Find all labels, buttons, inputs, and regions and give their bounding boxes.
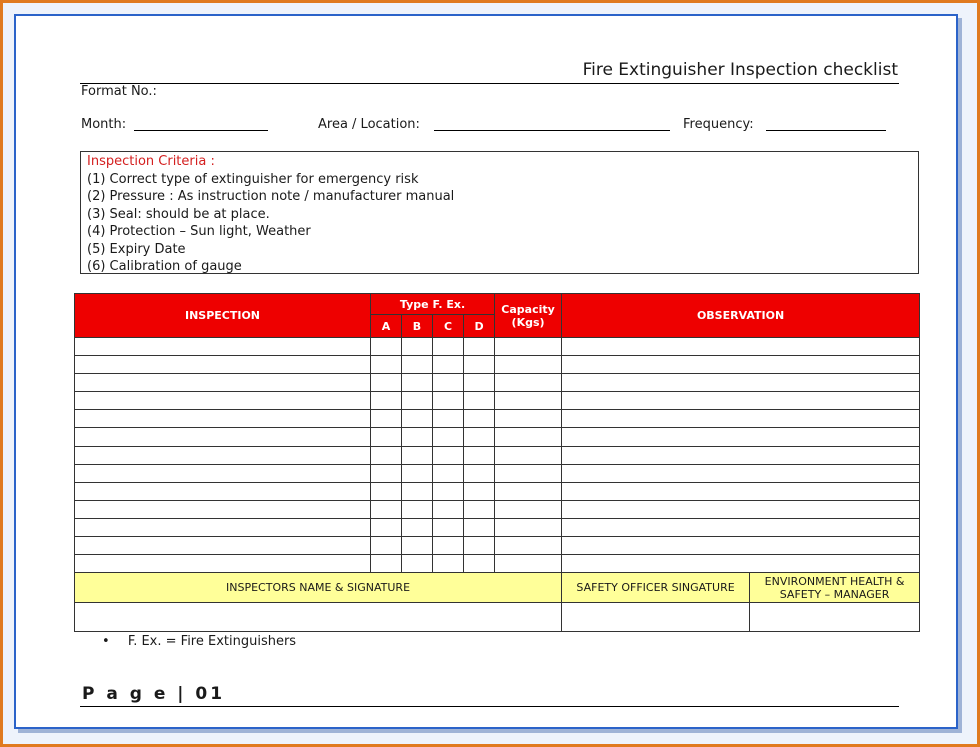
type-a-cell[interactable] bbox=[371, 374, 402, 392]
inspection-cell[interactable] bbox=[75, 410, 371, 428]
inspection-cell[interactable] bbox=[75, 482, 371, 500]
table-row bbox=[75, 518, 920, 536]
type-b-cell[interactable] bbox=[402, 537, 433, 555]
abbreviation-note bbox=[102, 634, 296, 649]
bullet-icon: • bbox=[102, 634, 110, 649]
capacity-header bbox=[495, 294, 562, 338]
table-row bbox=[75, 500, 920, 518]
type-col-c: C bbox=[433, 315, 464, 338]
table-row bbox=[75, 356, 920, 374]
table-row bbox=[75, 392, 920, 410]
title-underline bbox=[80, 83, 899, 84]
observation-cell[interactable] bbox=[562, 537, 920, 555]
type-a-cell[interactable] bbox=[371, 428, 402, 446]
inspection-cell[interactable] bbox=[75, 338, 371, 356]
type-col-d: D bbox=[464, 315, 495, 338]
type-a-cell[interactable] bbox=[371, 338, 402, 356]
inspection-cell[interactable] bbox=[75, 356, 371, 374]
type-col-a: A bbox=[371, 315, 402, 338]
type-d-cell[interactable] bbox=[464, 446, 495, 464]
inspection-cell[interactable] bbox=[75, 555, 371, 573]
type-b-cell[interactable] bbox=[402, 518, 433, 536]
area-location-label: Area / Location: bbox=[318, 117, 420, 132]
type-col-b: B bbox=[402, 315, 433, 338]
observation-cell[interactable] bbox=[562, 446, 920, 464]
criteria-item: (1) Correct type of extinguisher for emergency risk bbox=[87, 171, 419, 187]
type-a-cell[interactable] bbox=[371, 500, 402, 518]
type-a-cell[interactable] bbox=[371, 392, 402, 410]
inspection-cell[interactable] bbox=[75, 464, 371, 482]
type-b-cell[interactable] bbox=[402, 464, 433, 482]
type-b-cell[interactable] bbox=[402, 446, 433, 464]
month-label: Month: bbox=[81, 117, 127, 132]
type-d-cell[interactable] bbox=[464, 410, 495, 428]
observation-cell[interactable] bbox=[562, 555, 920, 573]
capacity-cell[interactable] bbox=[495, 500, 562, 518]
document-title: Fire Extinguisher Inspection checklist bbox=[582, 60, 898, 80]
capacity-cell[interactable] bbox=[495, 392, 562, 410]
type-b-cell[interactable] bbox=[402, 482, 433, 500]
table-row bbox=[75, 446, 920, 464]
type-c-cell[interactable] bbox=[433, 410, 464, 428]
area-location-field[interactable] bbox=[434, 130, 670, 131]
criteria-item: (6) Calibration of gauge bbox=[87, 259, 242, 274]
type-c-cell[interactable] bbox=[433, 374, 464, 392]
type-a-cell[interactable] bbox=[371, 537, 402, 555]
type-fex-header: Type F. Ex. bbox=[371, 294, 495, 315]
type-b-cell[interactable] bbox=[402, 500, 433, 518]
capacity-cell[interactable] bbox=[495, 482, 562, 500]
inspection-cell[interactable] bbox=[75, 428, 371, 446]
type-c-cell[interactable] bbox=[433, 392, 464, 410]
type-d-cell[interactable] bbox=[464, 518, 495, 536]
capacity-cell[interactable] bbox=[495, 446, 562, 464]
capacity-header-line1: Capacity bbox=[501, 302, 555, 316]
type-a-cell[interactable] bbox=[371, 356, 402, 374]
type-d-cell[interactable] bbox=[464, 537, 495, 555]
type-b-cell[interactable] bbox=[402, 428, 433, 446]
table-row bbox=[75, 374, 920, 392]
inspection-cell[interactable] bbox=[75, 518, 371, 536]
inspectors-signature-cell[interactable] bbox=[75, 603, 562, 632]
observation-cell[interactable] bbox=[562, 428, 920, 446]
type-c-cell[interactable] bbox=[433, 428, 464, 446]
type-a-cell[interactable] bbox=[371, 518, 402, 536]
observation-cell[interactable] bbox=[562, 464, 920, 482]
table-row bbox=[75, 410, 920, 428]
inspection-cell[interactable] bbox=[75, 500, 371, 518]
type-c-cell[interactable] bbox=[433, 446, 464, 464]
ehs-manager-signature-cell[interactable] bbox=[750, 603, 920, 632]
ehs-manager-line1: ENVIRONMENT HEALTH & bbox=[764, 574, 905, 588]
format-no-label: Format No.: bbox=[81, 84, 157, 99]
month-field[interactable] bbox=[134, 130, 268, 131]
type-c-cell[interactable] bbox=[433, 500, 464, 518]
type-d-cell[interactable] bbox=[464, 338, 495, 356]
capacity-cell[interactable] bbox=[495, 374, 562, 392]
type-b-cell[interactable] bbox=[402, 392, 433, 410]
capacity-cell[interactable] bbox=[495, 537, 562, 555]
safety-officer-signature-header: SAFETY OFFICER SINGATURE bbox=[562, 573, 750, 603]
table-row bbox=[75, 428, 920, 446]
type-c-cell[interactable] bbox=[433, 356, 464, 374]
inspection-criteria-box bbox=[80, 151, 919, 274]
observation-cell[interactable] bbox=[562, 482, 920, 500]
frequency-label: Frequency: bbox=[683, 117, 754, 132]
frequency-field[interactable] bbox=[766, 130, 886, 131]
ehs-manager-line2: SAFETY – MANAGER bbox=[779, 587, 890, 601]
type-c-cell[interactable] bbox=[433, 482, 464, 500]
criteria-item: (4) Protection – Sun light, Weather bbox=[87, 224, 311, 239]
observation-cell[interactable] bbox=[562, 374, 920, 392]
safety-officer-signature-cell[interactable] bbox=[562, 603, 750, 632]
inspectors-signature-header: INSPECTORS NAME & SIGNATURE bbox=[75, 573, 562, 603]
type-d-cell[interactable] bbox=[464, 482, 495, 500]
type-a-cell[interactable] bbox=[371, 446, 402, 464]
ehs-manager-header bbox=[750, 573, 920, 603]
table-row bbox=[75, 338, 920, 356]
capacity-cell[interactable] bbox=[495, 356, 562, 374]
type-c-cell[interactable] bbox=[433, 518, 464, 536]
capacity-cell[interactable] bbox=[495, 410, 562, 428]
observation-header: OBSERVATION bbox=[562, 294, 920, 338]
observation-cell[interactable] bbox=[562, 392, 920, 410]
table-row bbox=[75, 555, 920, 573]
capacity-header-line2: (Kgs) bbox=[511, 315, 545, 329]
type-b-cell[interactable] bbox=[402, 338, 433, 356]
type-c-cell[interactable] bbox=[433, 537, 464, 555]
criteria-item: (2) Pressure : As instruction note / manufacturer manual bbox=[87, 189, 455, 204]
inspection-cell[interactable] bbox=[75, 537, 371, 555]
type-d-cell[interactable] bbox=[464, 500, 495, 518]
type-a-cell[interactable] bbox=[371, 464, 402, 482]
type-c-cell[interactable] bbox=[433, 555, 464, 573]
inspection-table bbox=[74, 293, 920, 632]
type-c-cell[interactable] bbox=[433, 464, 464, 482]
type-d-cell[interactable] bbox=[464, 464, 495, 482]
type-d-cell[interactable] bbox=[464, 555, 495, 573]
capacity-cell[interactable] bbox=[495, 428, 562, 446]
table-row bbox=[75, 464, 920, 482]
capacity-cell[interactable] bbox=[495, 518, 562, 536]
type-b-cell[interactable] bbox=[402, 374, 433, 392]
type-b-cell[interactable] bbox=[402, 410, 433, 428]
criteria-heading: Inspection Criteria : bbox=[87, 154, 215, 169]
page-number: P a g e | 01 bbox=[82, 684, 226, 704]
observation-cell[interactable] bbox=[562, 410, 920, 428]
note-text: F. Ex. = Fire Extinguishers bbox=[127, 634, 297, 649]
type-a-cell[interactable] bbox=[371, 482, 402, 500]
capacity-cell[interactable] bbox=[495, 464, 562, 482]
inspection-header: INSPECTION bbox=[75, 294, 371, 338]
type-d-cell[interactable] bbox=[464, 392, 495, 410]
capacity-cell[interactable] bbox=[495, 338, 562, 356]
type-d-cell[interactable] bbox=[464, 356, 495, 374]
table-row bbox=[75, 537, 920, 555]
criteria-item: (3) Seal: should be at place. bbox=[87, 206, 270, 222]
table-row bbox=[75, 482, 920, 500]
type-c-cell[interactable] bbox=[433, 338, 464, 356]
page-footer-rule bbox=[80, 706, 899, 707]
inspection-cell[interactable] bbox=[75, 446, 371, 464]
observation-cell[interactable] bbox=[562, 500, 920, 518]
type-a-cell[interactable] bbox=[371, 410, 402, 428]
type-d-cell[interactable] bbox=[464, 428, 495, 446]
capacity-cell[interactable] bbox=[495, 555, 562, 573]
observation-cell[interactable] bbox=[562, 518, 920, 536]
criteria-item: (5) Expiry Date bbox=[87, 241, 186, 257]
type-a-cell[interactable] bbox=[371, 555, 402, 573]
type-d-cell[interactable] bbox=[464, 374, 495, 392]
type-b-cell[interactable] bbox=[402, 356, 433, 374]
type-b-cell[interactable] bbox=[402, 555, 433, 573]
observation-cell[interactable] bbox=[562, 356, 920, 374]
observation-cell[interactable] bbox=[562, 338, 920, 356]
inspection-cell[interactable] bbox=[75, 392, 371, 410]
inspection-cell[interactable] bbox=[75, 374, 371, 392]
